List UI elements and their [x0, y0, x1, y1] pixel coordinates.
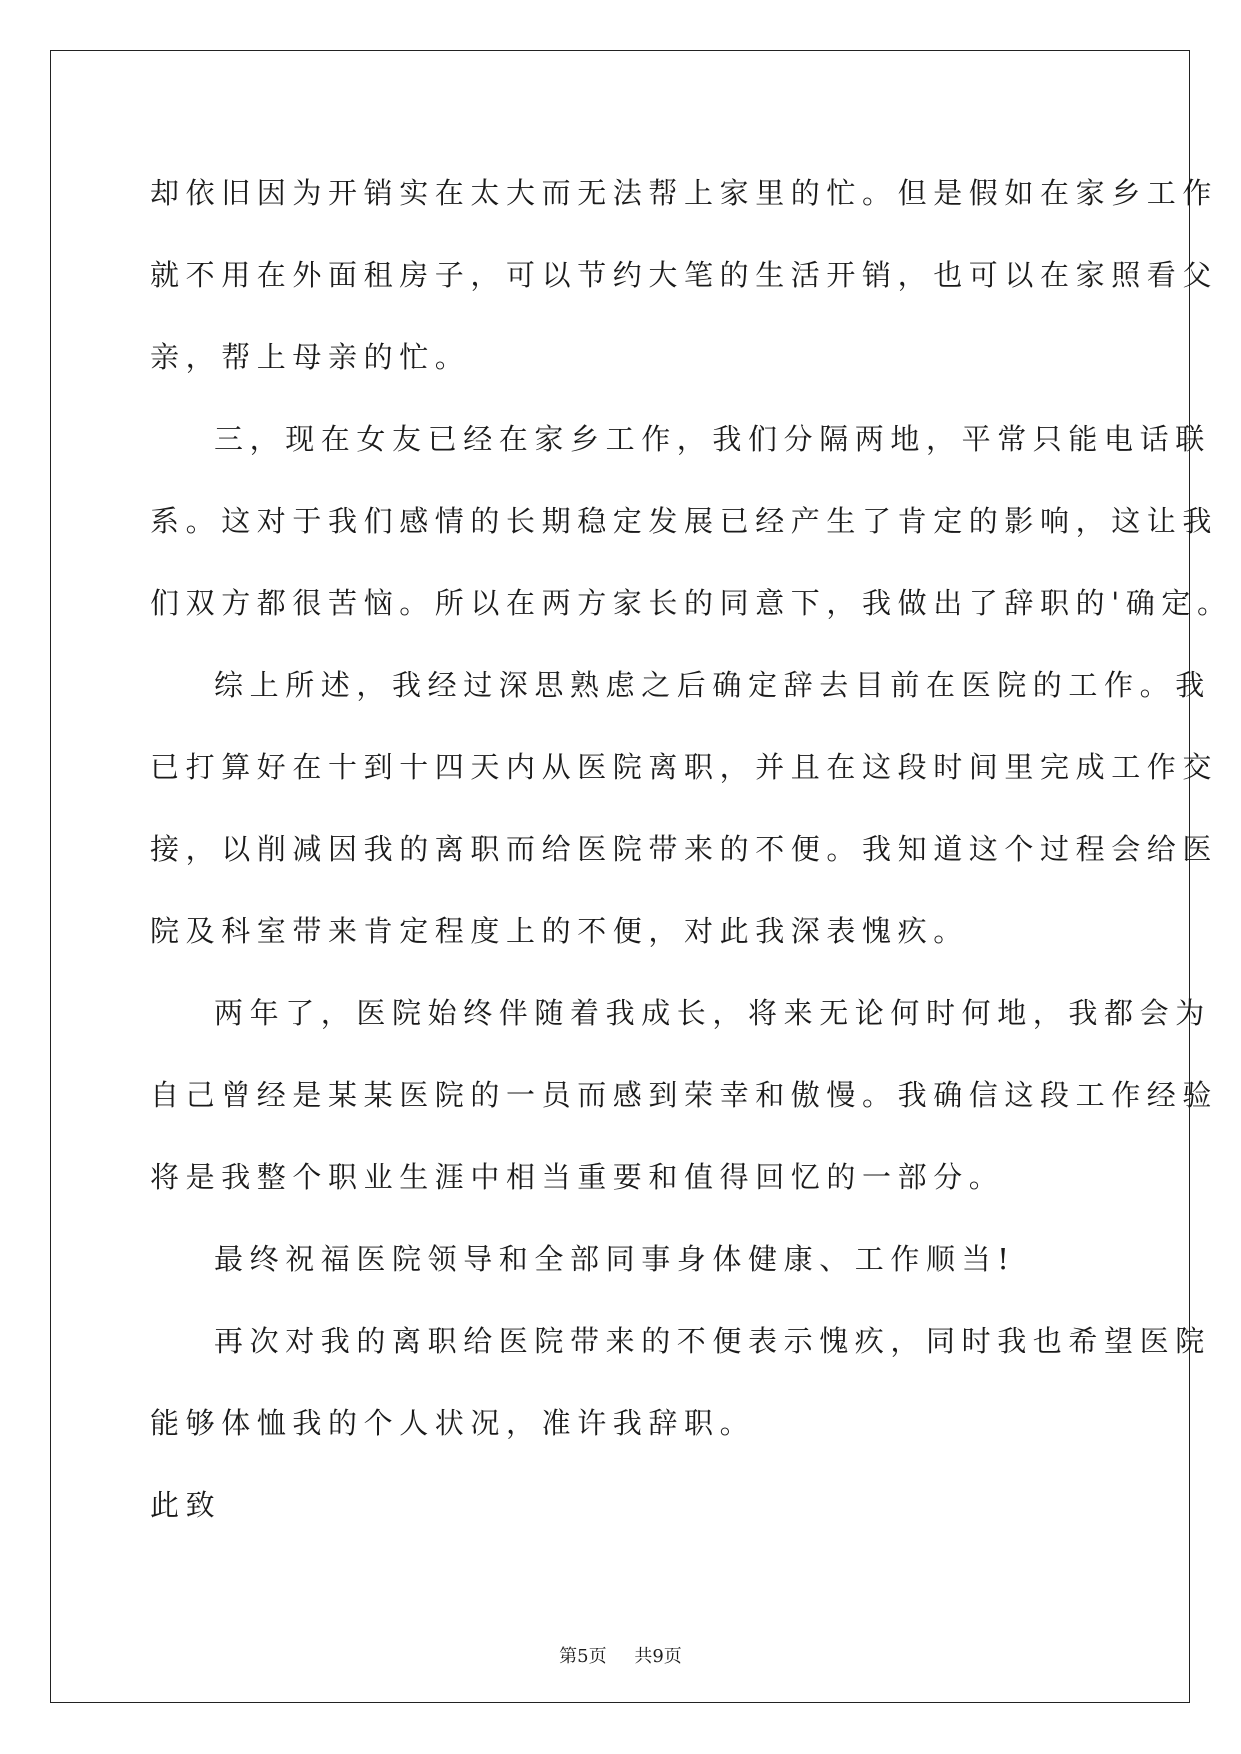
page-number: 第5页: [559, 1646, 607, 1667]
text-line: 却依旧因为开销实在太大而无法帮上家里的忙。但是假如在家乡工作: [150, 176, 1219, 210]
paragraph-start-line: 再次对我的离职给医院带来的不便表示愧疚，同时我也希望医院: [214, 1324, 1211, 1358]
text-line: 能够体恤我的个人状况，准许我辞职。: [150, 1406, 756, 1440]
text-line: 接，以削减因我的离职而给医院带来的不便。我知道这个过程会给医: [150, 832, 1219, 866]
text-line: 就不用在外面租房子，可以节约大笔的生活开销，也可以在家照看父: [150, 258, 1219, 292]
page-total: 共9页: [634, 1646, 682, 1667]
page-footer: [0, 1642, 1241, 1668]
text-line: 已打算好在十到十四天内从医院离职，并且在这段时间里完成工作交: [150, 750, 1219, 784]
paragraph-start-line: 综上所述，我经过深思熟虑之后确定辞去目前在医院的工作。我: [214, 668, 1211, 702]
text-line: 院及科室带来肯定程度上的不便，对此我深表愧疚。: [150, 914, 969, 948]
paragraph-start-line: 三，现在女友已经在家乡工作，我们分隔两地，平常只能电话联: [214, 422, 1211, 456]
paragraph-start-line: 两年了，医院始终伴随着我成长，将来无论何时何地，我都会为: [214, 996, 1211, 1030]
document-body: [150, 152, 1233, 1546]
paragraph-start-line: 最终祝福医院领导和全部同事身体健康、工作顺当!: [214, 1242, 1016, 1276]
closing-salutation: 此致: [150, 1488, 222, 1522]
text-line: 自己曾经是某某医院的一员而感到荣幸和傲慢。我确信这段工作经验: [150, 1078, 1219, 1112]
text-line: 将是我整个职业生涯中相当重要和值得回忆的一部分。: [150, 1160, 1005, 1194]
text-line: 们双方都很苦恼。所以在两方家长的同意下，我做出了辞职的'确定。: [150, 586, 1233, 620]
text-line: 亲，帮上母亲的忙。: [150, 340, 471, 374]
text-line: 系。这对于我们感情的长期稳定发展已经产生了肯定的影响，这让我: [150, 504, 1219, 538]
